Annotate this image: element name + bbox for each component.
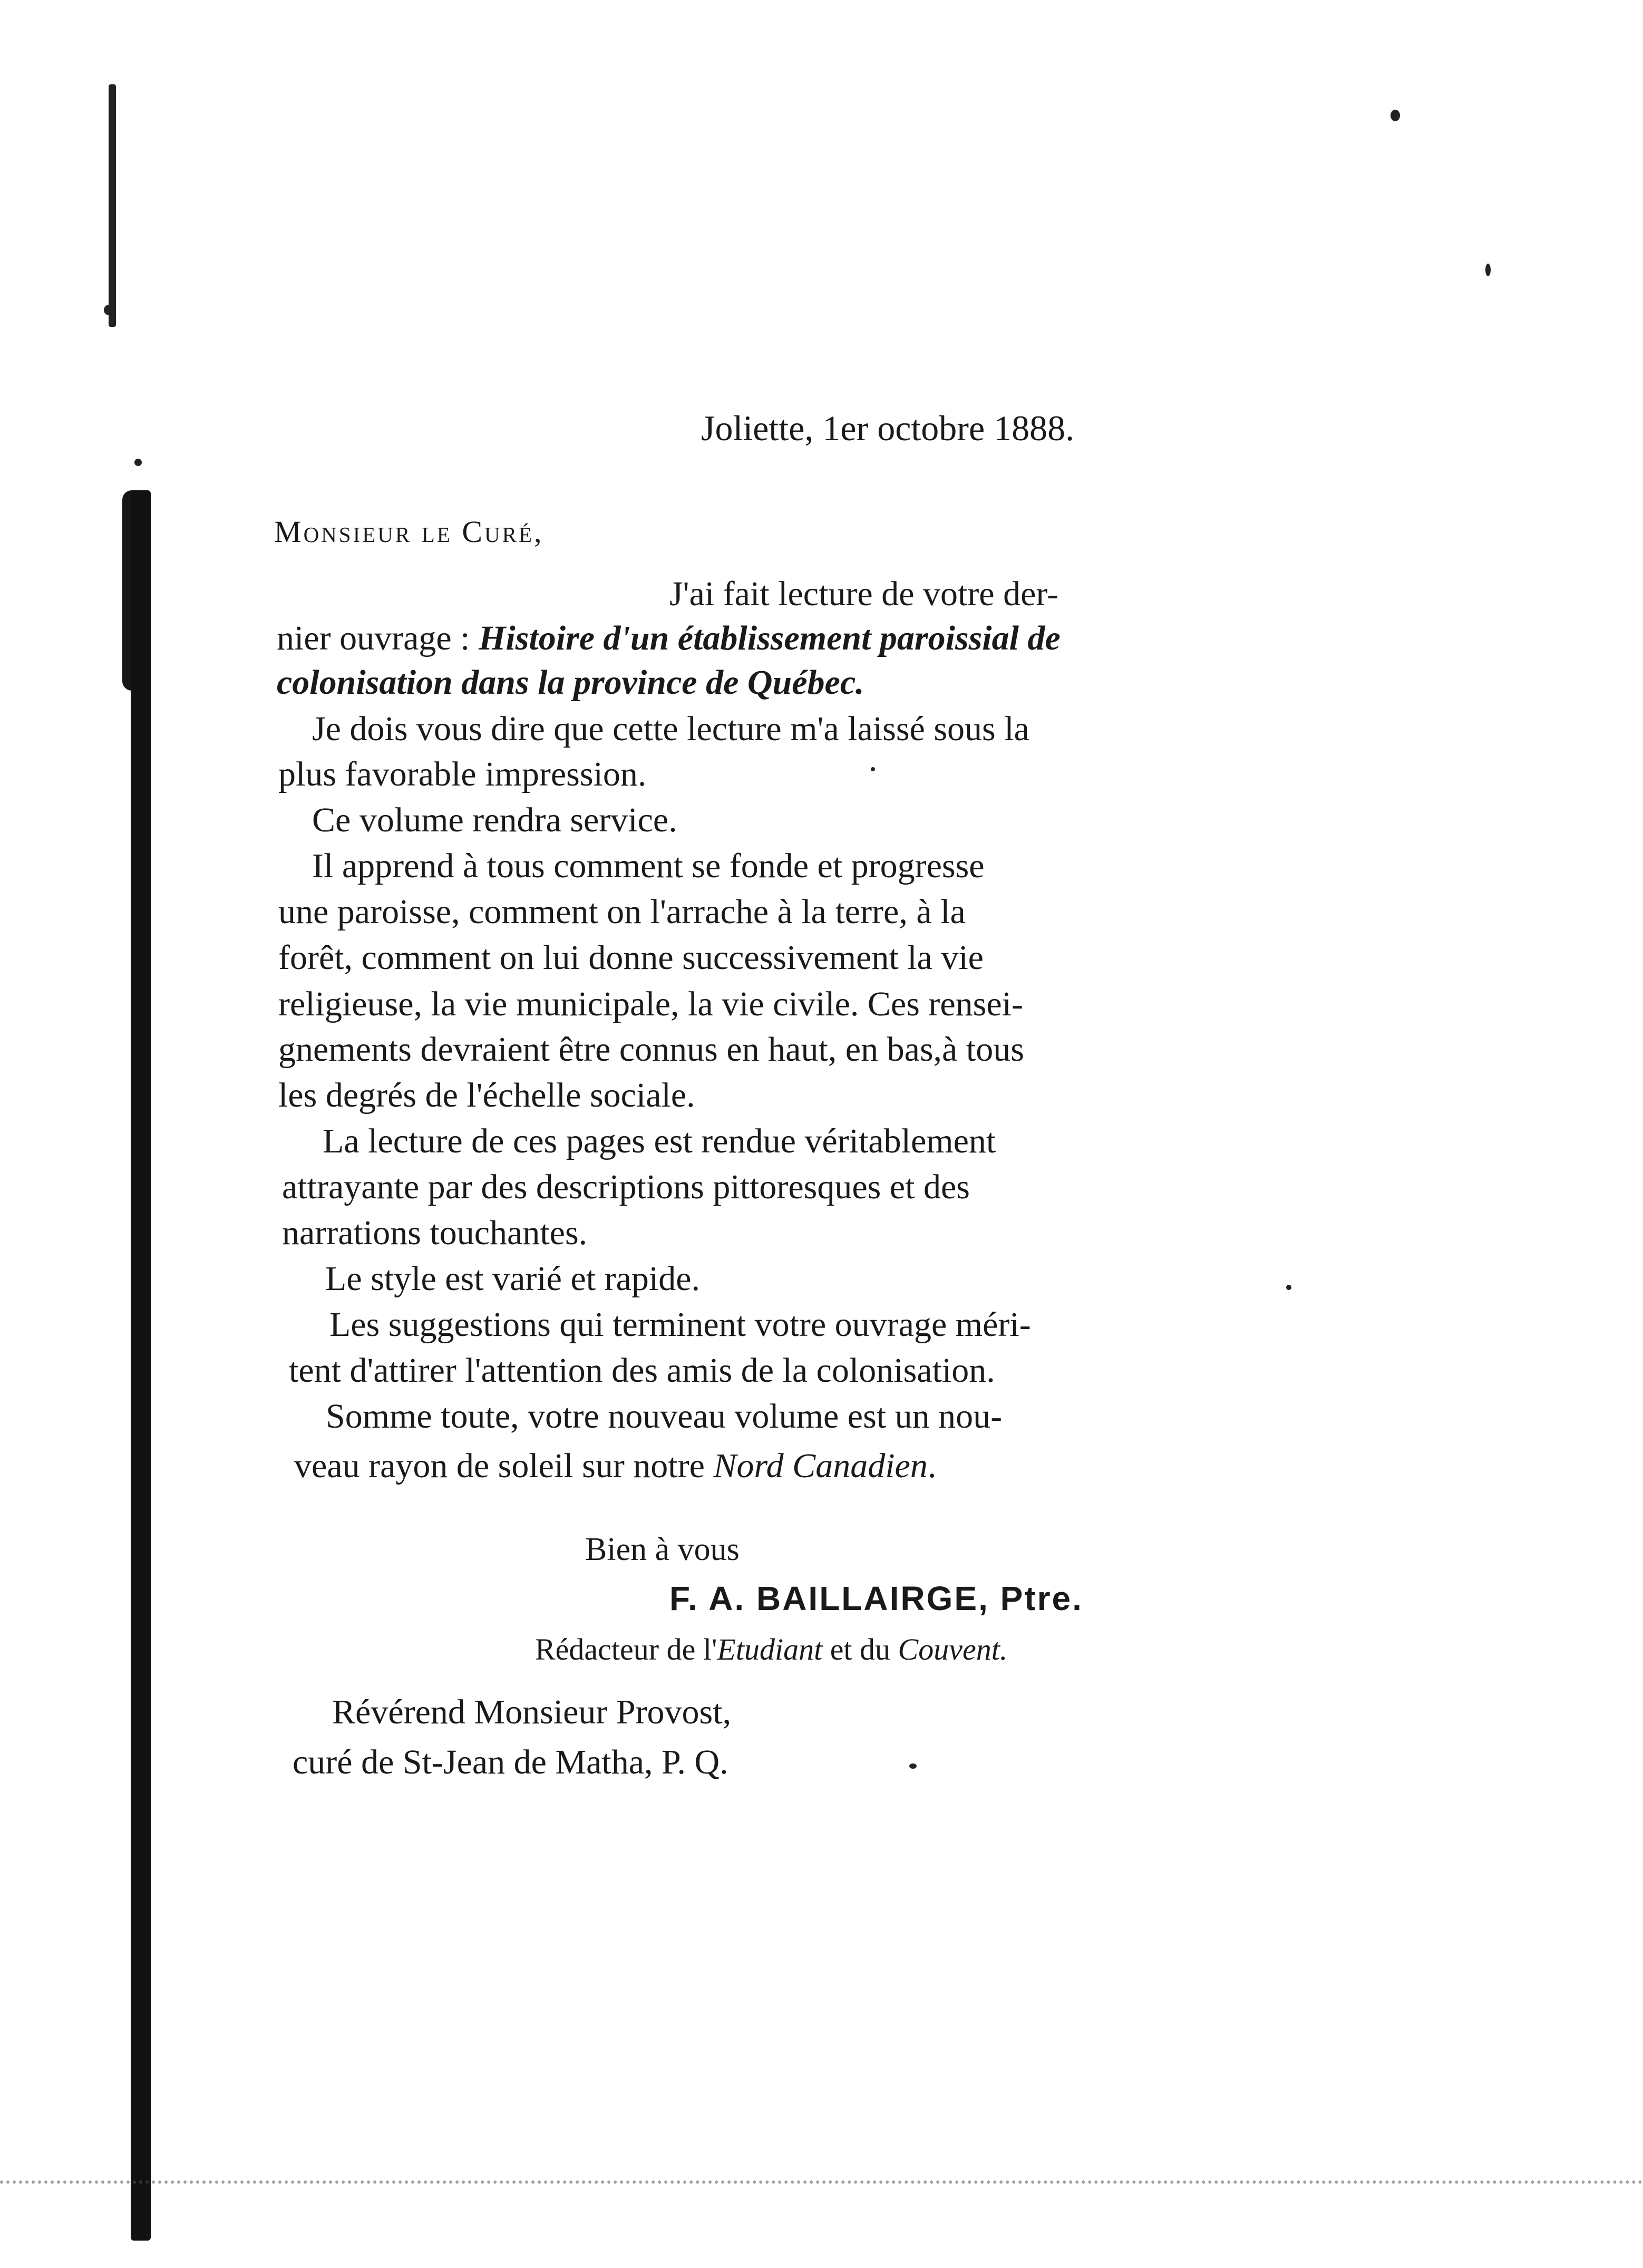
book-title-part: colonisation dans la province de Québec. xyxy=(277,663,864,702)
body-line: narrations touchantes. xyxy=(282,1214,588,1252)
body-line: Les suggestions qui terminent votre ouvrage méri- xyxy=(329,1305,1031,1344)
body-line: attrayante par des descriptions pittoresques et des xyxy=(282,1168,970,1206)
scan-speck xyxy=(1286,1285,1291,1290)
nord-canadien-title: Nord Canadien xyxy=(713,1447,928,1485)
body-text: veau rayon de soleil sur notre xyxy=(294,1447,714,1485)
body-line: plus favorable impression. xyxy=(278,755,647,793)
scan-binding-edge-top xyxy=(109,84,116,327)
scan-speck xyxy=(1391,110,1400,121)
body-line: les degrés de l'échelle sociale. xyxy=(278,1076,695,1114)
sentence-period: . xyxy=(927,1447,937,1485)
signature-name: F. A. BAILLAIRGE, Ptre. xyxy=(669,1579,1083,1617)
body-line: religieuse, la vie municipale, la vie civile. Ces rensei- xyxy=(278,985,1023,1023)
signature-title-prefix: Rédacteur de l' xyxy=(535,1632,717,1666)
body-line: une paroisse, comment on l'arrache à la terre, à la xyxy=(278,893,966,931)
body-line: J'ai fait lecture de votre der- xyxy=(669,575,1059,613)
body-line: Somme toute, votre nouveau volume est un nou- xyxy=(326,1397,1003,1436)
addressee-line-1: Révérend Monsieur Provost, xyxy=(332,1693,732,1731)
addressee-line-2: curé de St-Jean de Matha, P. Q. xyxy=(293,1743,728,1781)
body-line xyxy=(277,621,1061,656)
body-text: nier ouvrage : xyxy=(277,619,479,657)
body-line: La lecture de ces pages est rendue véritablement xyxy=(323,1122,996,1160)
letter-closing: Bien à vous xyxy=(585,1532,740,1567)
letter-date: Joliette, 1er octobre 1888. xyxy=(701,408,1075,448)
letter-salutation: Monsieur le Curé, xyxy=(274,515,544,549)
scan-speck xyxy=(909,1763,917,1769)
body-line: Je dois vous dire que cette lecture m'a laissé sous la xyxy=(312,710,1029,748)
body-line: forêt, comment on lui donne successivement la vie xyxy=(278,938,984,977)
body-line: tent d'attirer l'attention des amis de la colonisation. xyxy=(289,1351,995,1390)
scan-speck xyxy=(871,767,875,771)
body-line: Le style est varié et rapide. xyxy=(325,1259,701,1298)
scan-bottom-noise xyxy=(0,2168,1643,2184)
scan-binding-edge xyxy=(131,490,151,2241)
couvent-title: Couvent. xyxy=(898,1632,1008,1666)
body-line: gnements devraient être connus en haut, en bas,à tous xyxy=(278,1030,1024,1069)
scan-speck xyxy=(104,305,114,315)
scan-speck xyxy=(134,459,142,466)
book-title-part: Histoire d'un établissement paroissial de xyxy=(479,619,1061,657)
body-line xyxy=(294,1449,936,1484)
etudiant-title: Etudiant xyxy=(717,1632,823,1666)
signature-title xyxy=(535,1634,1007,1665)
body-line: Il apprend à tous comment se fonde et progresse xyxy=(312,847,985,885)
signature-title-mid: et du xyxy=(822,1632,898,1666)
body-line: Ce volume rendra service. xyxy=(312,801,677,839)
scan-speck xyxy=(1485,264,1491,276)
